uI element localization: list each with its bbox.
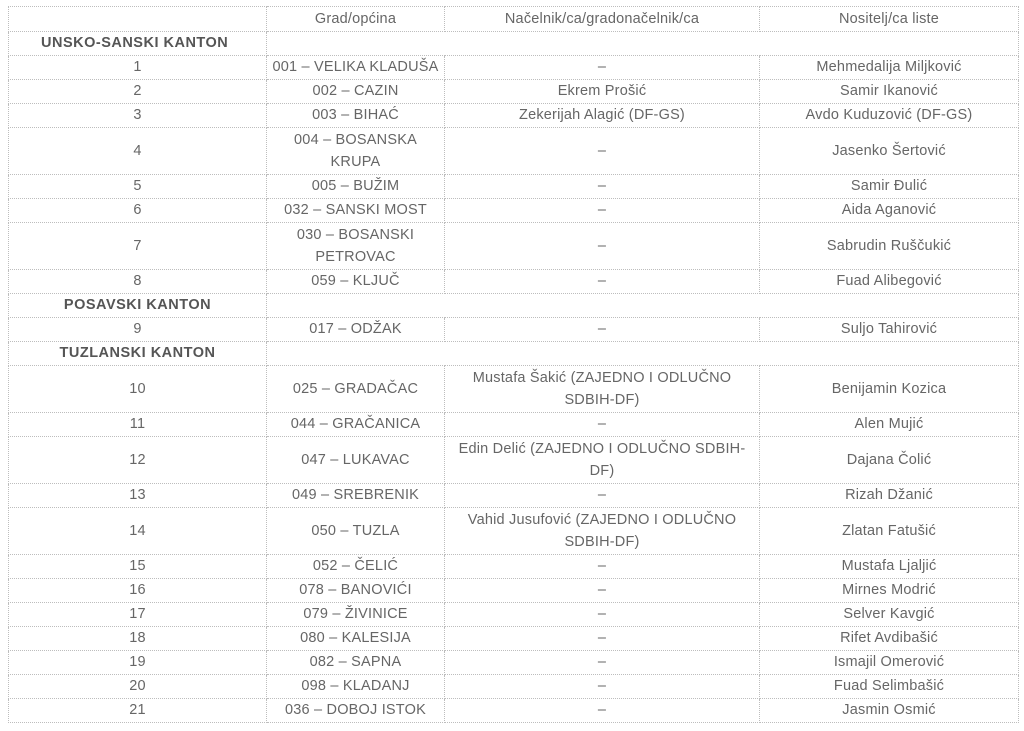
list-leader-cell: Fuad Selimbašić <box>760 675 1019 699</box>
row-number: 16 <box>9 579 267 603</box>
row-number: 1 <box>9 56 267 80</box>
table-row <box>9 675 1019 699</box>
table-row <box>9 651 1019 675</box>
list-leader-cell: Benijamin Kozica <box>760 366 1019 413</box>
header-number <box>9 7 267 32</box>
row-number: 8 <box>9 270 267 294</box>
municipality-cell: 030 – BOSANSKI PETROVAC <box>267 223 445 270</box>
list-leader-cell: Sabrudin Ruščukić <box>760 223 1019 270</box>
candidates-table <box>8 6 1019 723</box>
mayor-cell: – <box>445 484 760 508</box>
municipality-cell: 049 – SREBRENIK <box>267 484 445 508</box>
mayor-cell: – <box>445 270 760 294</box>
section-filler <box>267 32 1019 56</box>
table-row <box>9 318 1019 342</box>
table-head <box>9 7 1019 32</box>
table-row <box>9 437 1019 484</box>
section-row <box>9 342 1019 366</box>
table-row <box>9 508 1019 555</box>
table-row <box>9 484 1019 508</box>
row-number: 6 <box>9 199 267 223</box>
municipality-cell: 047 – LUKAVAC <box>267 437 445 484</box>
list-leader-cell: Suljo Tahirović <box>760 318 1019 342</box>
table-row <box>9 555 1019 579</box>
table-row <box>9 199 1019 223</box>
list-leader-cell: Rifet Avdibašić <box>760 627 1019 651</box>
table-row <box>9 56 1019 80</box>
municipality-cell: 025 – GRADAČAC <box>267 366 445 413</box>
row-number: 11 <box>9 413 267 437</box>
table-row <box>9 223 1019 270</box>
row-number: 20 <box>9 675 267 699</box>
mayor-cell: – <box>445 627 760 651</box>
municipality-cell: 005 – BUŽIM <box>267 175 445 199</box>
section-row <box>9 294 1019 318</box>
table-row <box>9 603 1019 627</box>
list-leader-cell: Jasenko Šertović <box>760 128 1019 175</box>
list-leader-cell: Aida Aganović <box>760 199 1019 223</box>
row-number: 7 <box>9 223 267 270</box>
list-leader-cell: Samir Đulić <box>760 175 1019 199</box>
row-number: 13 <box>9 484 267 508</box>
list-leader-cell: Rizah Džanić <box>760 484 1019 508</box>
header-list-leader: Nositelj/ca liste <box>760 7 1019 32</box>
list-leader-cell: Mehmedalija Miljković <box>760 56 1019 80</box>
mayor-cell: – <box>445 603 760 627</box>
municipality-cell: 002 – CAZIN <box>267 80 445 104</box>
row-number: 4 <box>9 128 267 175</box>
municipality-cell: 059 – KLJUČ <box>267 270 445 294</box>
mayor-cell: Mustafa Šakić (ZAJEDNO I ODLUČNO SDBIH-DF) <box>445 366 760 413</box>
row-number: 18 <box>9 627 267 651</box>
municipality-cell: 078 – BANOVIĆI <box>267 579 445 603</box>
table-row <box>9 627 1019 651</box>
table-body <box>9 32 1019 723</box>
list-leader-cell: Fuad Alibegović <box>760 270 1019 294</box>
list-leader-cell: Dajana Čolić <box>760 437 1019 484</box>
list-leader-cell: Jasmin Osmić <box>760 699 1019 723</box>
row-number: 10 <box>9 366 267 413</box>
row-number: 12 <box>9 437 267 484</box>
municipality-cell: 079 – ŽIVINICE <box>267 603 445 627</box>
mayor-cell: – <box>445 223 760 270</box>
list-leader-cell: Mirnes Modrić <box>760 579 1019 603</box>
row-number: 14 <box>9 508 267 555</box>
municipality-cell: 082 – SAPNA <box>267 651 445 675</box>
list-leader-cell: Samir Ikanović <box>760 80 1019 104</box>
header-row <box>9 7 1019 32</box>
municipality-cell: 036 – DOBOJ ISTOK <box>267 699 445 723</box>
section-title: UNSKO-SANSKI KANTON <box>9 32 267 56</box>
mayor-cell: – <box>445 56 760 80</box>
table-row <box>9 413 1019 437</box>
mayor-cell: – <box>445 128 760 175</box>
municipality-cell: 004 – BOSANSKA KRUPA <box>267 128 445 175</box>
row-number: 19 <box>9 651 267 675</box>
mayor-cell: – <box>445 555 760 579</box>
table-row <box>9 104 1019 128</box>
mayor-cell: – <box>445 413 760 437</box>
section-filler <box>267 342 1019 366</box>
row-number: 3 <box>9 104 267 128</box>
row-number: 15 <box>9 555 267 579</box>
list-leader-cell: Alen Mujić <box>760 413 1019 437</box>
mayor-cell: Vahid Jusufović (ZAJEDNO I ODLUČNO SDBIH-DF) <box>445 508 760 555</box>
row-number: 2 <box>9 80 267 104</box>
table-row <box>9 579 1019 603</box>
section-filler <box>267 294 1019 318</box>
mayor-cell: – <box>445 651 760 675</box>
mayor-cell: – <box>445 199 760 223</box>
municipality-cell: 098 – KLADANJ <box>267 675 445 699</box>
mayor-cell: – <box>445 175 760 199</box>
mayor-cell: Zekerijah Alagić (DF-GS) <box>445 104 760 128</box>
table-row <box>9 128 1019 175</box>
table-row <box>9 175 1019 199</box>
mayor-cell: – <box>445 699 760 723</box>
list-leader-cell: Selver Kavgić <box>760 603 1019 627</box>
row-number: 17 <box>9 603 267 627</box>
section-title: TUZLANSKI KANTON <box>9 342 267 366</box>
section-row <box>9 32 1019 56</box>
municipality-cell: 001 – VELIKA KLADUŠA <box>267 56 445 80</box>
row-number: 5 <box>9 175 267 199</box>
mayor-cell: – <box>445 579 760 603</box>
municipality-cell: 032 – SANSKI MOST <box>267 199 445 223</box>
municipality-cell: 080 – KALESIJA <box>267 627 445 651</box>
list-leader-cell: Mustafa Ljaljić <box>760 555 1019 579</box>
mayor-cell: Edin Delić (ZAJEDNO I ODLUČNO SDBIH-DF) <box>445 437 760 484</box>
mayor-cell: Ekrem Prošić <box>445 80 760 104</box>
row-number: 21 <box>9 699 267 723</box>
list-leader-cell: Ismajil Omerović <box>760 651 1019 675</box>
header-municipality: Grad/općina <box>267 7 445 32</box>
mayor-cell: – <box>445 318 760 342</box>
section-title: POSAVSKI KANTON <box>9 294 267 318</box>
municipality-cell: 050 – TUZLA <box>267 508 445 555</box>
header-mayor: Načelnik/ca/gradonačelnik/ca <box>445 7 760 32</box>
table-row <box>9 366 1019 413</box>
list-leader-cell: Avdo Kuduzović (DF-GS) <box>760 104 1019 128</box>
row-number: 9 <box>9 318 267 342</box>
municipality-cell: 017 – ODŽAK <box>267 318 445 342</box>
municipality-cell: 044 – GRAČANICA <box>267 413 445 437</box>
municipality-cell: 003 – BIHAĆ <box>267 104 445 128</box>
table-row <box>9 80 1019 104</box>
table-row <box>9 270 1019 294</box>
table-row <box>9 699 1019 723</box>
mayor-cell: – <box>445 675 760 699</box>
municipality-cell: 052 – ČELIĆ <box>267 555 445 579</box>
list-leader-cell: Zlatan Fatušić <box>760 508 1019 555</box>
